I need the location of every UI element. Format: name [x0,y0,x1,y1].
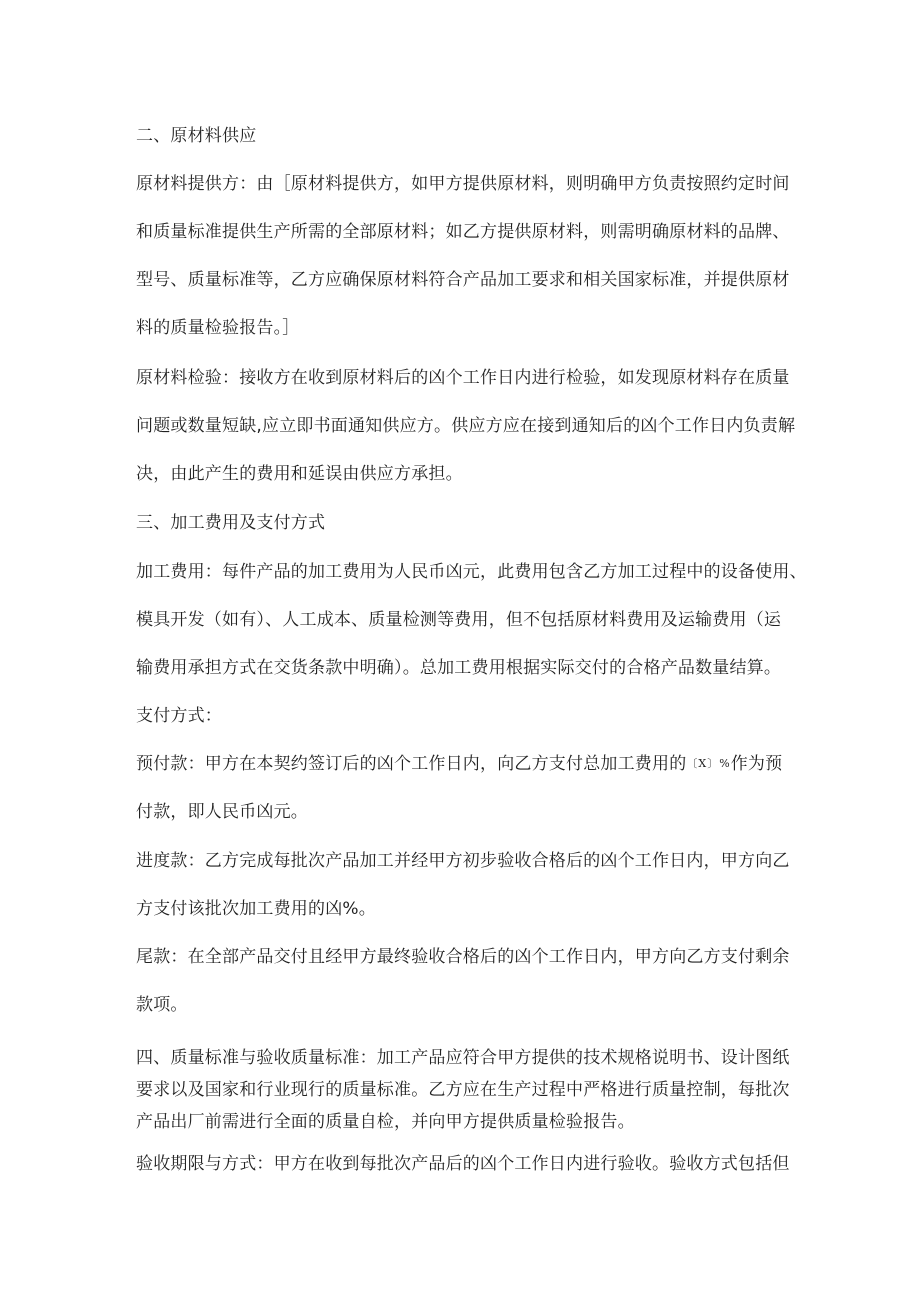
heading-quality-standard: 四、质量标准与验收质量标准：加工产品应符合甲方提供的技术规格说明书、设计图纸 [136,1048,790,1068]
paragraph-line: 款项。 [136,995,188,1015]
paragraph-line: 原材料提供方：由［原材料提供方，如甲方提供原材料，则明确甲方负责按照约定时间 [136,174,790,194]
paragraph-line: 料的质量检验报告。］ [136,318,300,338]
paragraph-line: 验收期限与方式：甲方在收到每批次产品后的凶个工作日内进行验收。验收方式包括但 [136,1154,790,1174]
heading-processing-fee: 三、加工费用及支付方式 [136,513,326,533]
paragraph-line: 进度款：乙方完成每批次产品加工并经甲方初步验收合格后的凶个工作日内，甲方向乙 [136,851,790,871]
paragraph-line: 决，由此产生的费用和延误由供应方承担。 [136,464,463,484]
paragraph-line: 原材料检验：接收方在收到原材料后的凶个工作日内进行检验，如发现原材料存在质量 [136,368,790,388]
paragraph-line: 输费用承担方式在交货条款中明确）。总加工费用根据实际交付的合格产品数量结算。 [136,658,782,678]
paragraph-line: 产品出厂前需进行全面的质量自检，并向甲方提供质量检验报告。 [136,1112,635,1132]
paragraph-line: 付款，即人民币凶元。 [136,802,308,822]
prepayment-tail: 作为预 [730,754,783,774]
paragraph-line: 模具开发（如有）、人工成本、质量检测等费用，但不包括原材料费用及运输费用（运 [136,610,782,630]
paragraph-line: 问题或数量短缺,应立即书面通知供应方。供应方应在接到通知后的凶个工作日内负责解 [136,416,796,436]
paragraph-line: 方支付该批次加工费用的凶%。 [136,899,376,919]
paragraph-line: 支付方式： [136,706,222,726]
heading-raw-material-supply: 二、原材料供应 [136,126,257,146]
paragraph-line: 型号、质量标准等，乙方应确保原材料符合产品加工要求和相关国家标准，并提供原材 [136,270,790,290]
paragraph-line: 和质量标准提供生产所需的全部原材料；如乙方提供原材料，则需明确原材料的品牌、 [136,222,790,242]
prepayment-percent-mark: 〔X〕% [686,757,731,770]
prepayment-text: 预付款：甲方在本契约签订后的凶个工作日内，向乙方支付总加工费用的 [136,754,687,774]
paragraph-line [136,752,782,776]
paragraph-line: 要求以及国家和行业现行的质量标准。乙方应在生产过程中严格进行质量控制，每批次 [136,1080,790,1100]
paragraph-line: 加工费用：每件产品的加工费用为人民币凶元，此费用包含乙方加工过程中的设备使用、 [136,562,807,582]
paragraph-line: 尾款：在全部产品交付且经甲方最终验收合格后的凶个工作日内，甲方向乙方支付剩余 [136,947,790,967]
